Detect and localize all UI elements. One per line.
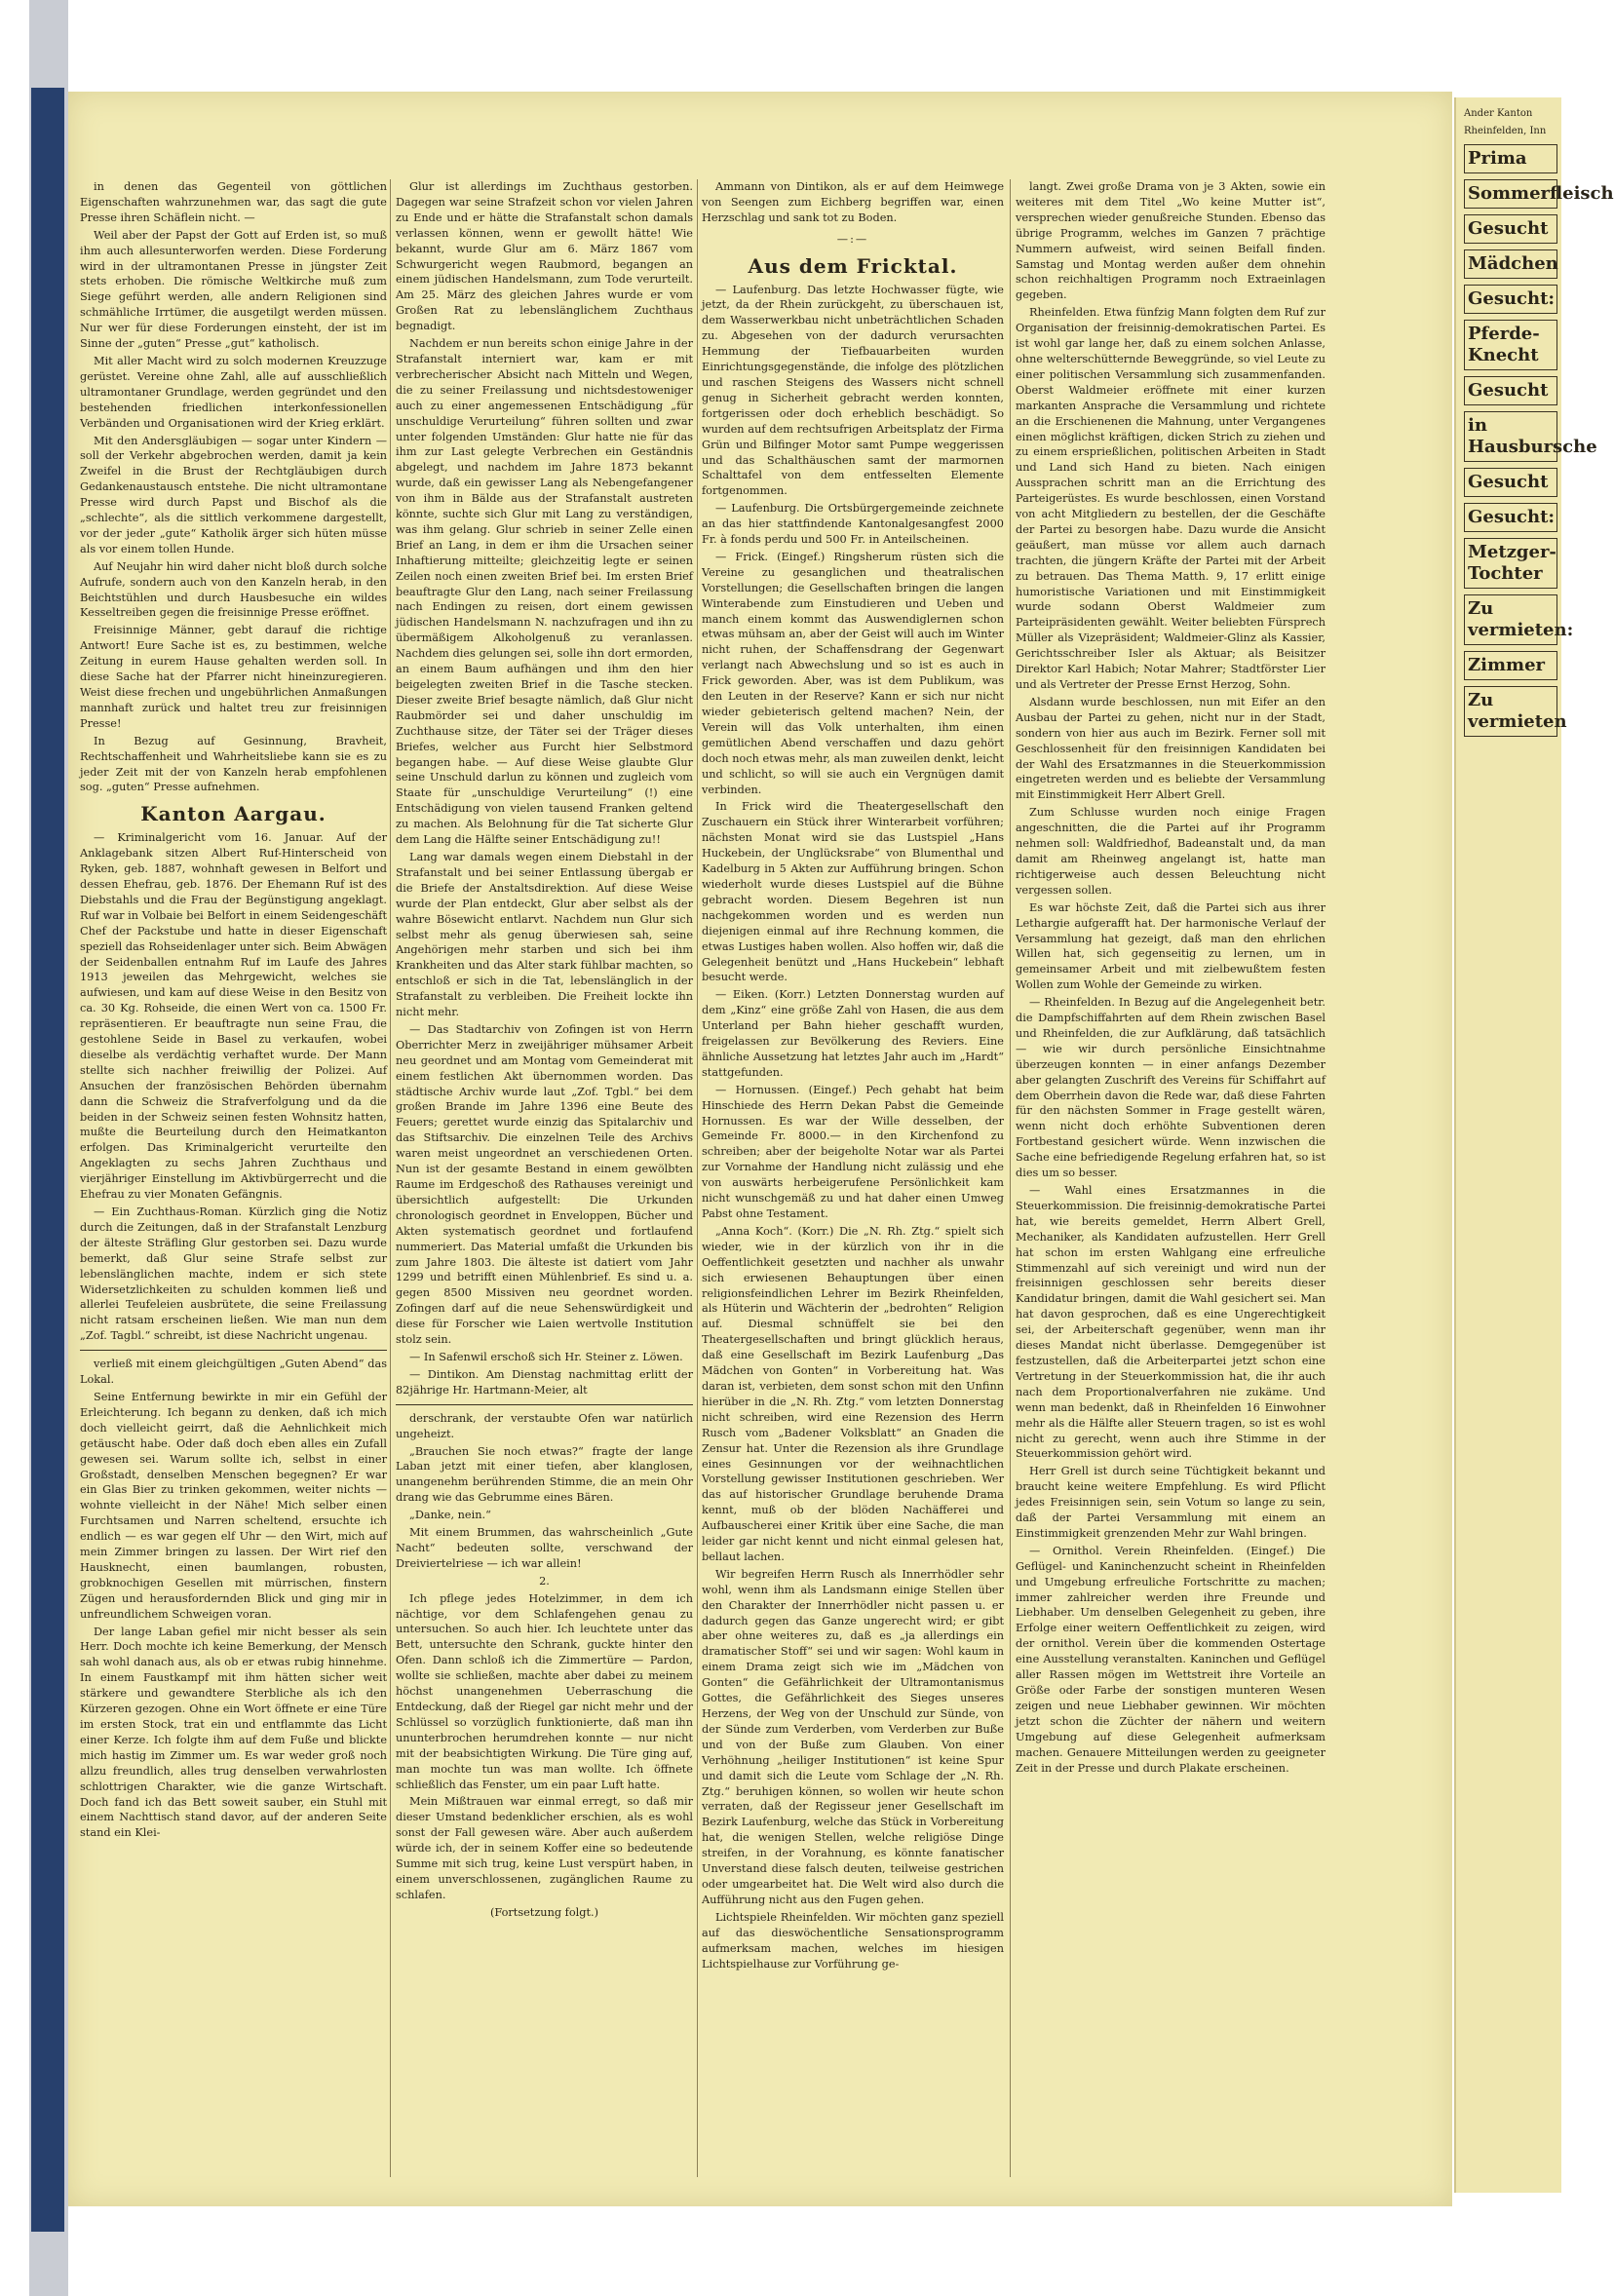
article-paragraph: Auf Neujahr hin wird daher nicht bloß durch solche Aufrufe, sondern auch von den Kanzeln herab, in den Beichtstühlen und durch Hausbesuche ein wildes Kesseltreiben gegen die freisinnige Presse eröffnet. (80, 559, 387, 620)
column-4 (1016, 179, 1326, 2177)
news-item: Glur ist allerdings im Zuchthaus gestorben. Dagegen war seine Strafzeit schon vor vielen Jahren zu Ende und er hätte die Strafanstalt schon damals verlassen können, wenn er gewollt hätte! Wie bekannt, wurde Glur am 6. März 1867 vom Schwurgericht wegen Raubmord, begangen an einem jüdischen Handelsmann, zum Tode verurteilt. Am 25. März des gleichen Jahres wurde er vom Großen Rat zu lebenslänglichem Zuchthaus begnadigt. (396, 180, 693, 333)
news-item: „Anna Koch“. (Korr.) Die „N. Rh. Ztg.“ spielt sich wieder, wie in der kürzlich von ihr in die Oeffentlichkeit gesetzten und nachher als unwahr sich erwiesenen Behauptungen über einen religionsfeindlichen Lehrer im Bezirk Rheinfelden, als Hüterin und Wächterin der „bedrohten“ Religion auf. Diesmal schnüffelt sie bei den Theatergesellschaften und bringt glücklich heraus, daß eine Gesellschaft im Bezirk Laufenburg „Das Mädchen von Gonten“ in Vorbereitung hat. Was daran ist, verbieten, dem sonst schon mit den Unfinn hierüber in die „N. Rh. Ztg.“ vom letzten Donnerstag nicht schreiben, wird eine Rezension des Herrn Rusch vom „Badener Volksblatt“ an Gnaden die Zensur hat. Unter die Rezension als ihre Grundlage eines Gesinnungen vor der weihnachtlichen Vorstellung gewisser Institutionen geschrieben. Wer das auf historischer Grundlage beruhende Drama kennt, muß ob der blöden Nachäfferei und Aufbauscherei einer Kritik über eine Sache, die man leider gar nicht kennt und nicht einmal gelesen hat, bellaut lachen. (702, 1224, 1004, 1563)
ad-column (1464, 107, 1614, 741)
news-item: Lichtspiele Rheinfelden. Wir möchten ganz speziell auf das dieswöchentliche Sensationsprogramm aufmerksam machen, welches im hiesigen Lichtspielhause zur Vorführung ge- (702, 1910, 1004, 1971)
news-item: Zum Schlusse wurden noch einige Fragen angeschnitten, die die Partei auf ihr Programm nehmen soll: Waldfriedhof, Badeanstalt und, da man damit am Rheinweg angelangt ist, hatte man richtigerweise auch dessen Beleuchtung nicht vergessen sollen. (1016, 806, 1326, 897)
ad-text: Metzger-Tochter (1464, 538, 1557, 589)
news-item: Wir begreifen Herrn Rusch als Innerrhödler sehr wohl, wenn ihm als Landsmann einige Stellen über den Charakter der Innerrhödler nicht passen u. er dadurch gegen das Ganze ungerecht wird; er gibt aber ohne weiteres zu, daß es „ja allerdings ein dramatischer Stoff“ sei und wir sagen: Wohl kaum in einem Drama zeigt sich wie im „Mädchen von Gonten“ die Gefährlichkeit der Ultramontanismus Gottes, die Gefährlichkeit des Sieges unseres Herzens, der Weg von der Unschuld zur Sünde, von der Sünde zum Verderben, vom Verderben zur Buße und von der Buße zum Glauben. Von einer Verhöhnung „heiliger Institutionen“ ist keine Spur und damit sich die Leute vom Schlage der „N. Rh. Ztg.“ beruhigen können, so wollen wir heute schon verraten, daß der Regisseur jener Gesellschaft im Bezirk Laufenburg, welche das Stück in Vorbereitung hat, die wenigen Stellen, welche religiöse Dinge streifen, in der Vorahnung, es könnte fanatischer Unverstand diese falsch deuten, teilweise gestrichen oder umgearbeitet hat. Die Welt wird also durch die Aufführung nicht aus den Fugen gehen. (702, 1567, 1004, 1906)
news-item: — Rheinfelden. In Bezug auf die Angelegenheit betr. die Dampfschiffahrten auf dem Rhein zwischen Basel und Rheinfelden, die zur Aufklärung, daß tatsächlich — wie wir durch persönliche Einsichtnahme überzeugen konnten — in einer anfangs Dezember aber gelangten Zuschrift des Vereins für Schiffahrt auf dem Oberrhein davon die Rede war, daß diese Fahrten für den nächsten Sommer in Frage gestellt wären, wenn nicht doch erhöhte Subventionen deren Fortbestand gesichert würde. Wenn inzwischen die Sache eine befriedigende Regelung erfahren hat, so ist dies um so besser. (1016, 996, 1326, 1180)
ad-text: Gesucht (1464, 468, 1557, 497)
ad-text: Gesucht (1464, 376, 1557, 405)
book-binding (29, 0, 68, 2296)
news-item: — Kriminalgericht vom 16. Januar. Auf der Anklagebank sitzen Albert Ruf-Hinterscheid von Ryken, geb. 1887, wohnhaft gewesen in Belfort und dessen Ehefrau, geb. 1876. Der Ehemann Ruf ist des Diebstahls und die Frau der Begünstigung angeklagt. Ruf war in Volbaie bei Belfort in einem Seidengeschäft Chef der Packstube und hatte in dieser Eigenschaft speziell das Rohseidenlager unter sich. Beim Abwägen der Seidenballen entnahm Ruf im Laufe des Jahres 1913 jeweilen das Mehrgewicht, welches sie aufwiesen, und kam auf diese Weise in den Besitz von ca. 30 Kg. Rohseide, die einen Wert von ca. 1500 Fr. repräsentieren. Er beauftragte nun seine Frau, die gestohlene Seide in Basel zu verkaufen, wobei dieselbe als verdächtig verhaftet wurde. Der Mann stellte sich nachher freiwillig der Polizei. Auf Ansuchen der französischen Behörden übernahm dann die Schweiz die Strafverfolgung und da die beiden in der Schweiz seinen festen Wohnsitz hatten, mußte die Beurteilung durch den Heimatkanton erfolgen. Das Kriminalgericht verurteilte den Angeklagten zu sechs Jahren Zuchthaus und vierjähriger Einstellung im Aktivbürgerrecht und die Ehefrau zu vier Monaten Gefängnis. (80, 831, 387, 1202)
news-item: Herr Grell ist durch seine Tüchtigkeit bekannt und braucht keine weitere Empfehlung. Es wird Pflicht jedes Freisinnigen sein, sein Votum so lange zu sein, daß der Partei Versammlung mit einem an Einstimmigkeit grenzenden Mehr zur Wahl bringen. (1016, 1465, 1326, 1540)
adjacent-page (1454, 97, 1614, 2193)
column-rule (390, 179, 391, 2177)
news-item: Ammann von Dintikon, als er auf dem Heimwege von Seengen zum Eichberg begriffen war, einen Herzschlag und sank tot zu Boden. (702, 180, 1004, 224)
feuilleton-paragraph: (Fortsetzung folgt.) (489, 1905, 599, 1919)
news-item: — Laufenburg. Die Ortsbürgergemeinde zeichnete an das hier stattfindende Kantonalgesangfest 2000 Fr. à fonds perdu und 500 Fr. in Anteilscheinen. (702, 502, 1004, 547)
news-item: — Frick. (Eingef.) Ringsherum rüsten sich die Vereine zu gesanglichen und theatralischen Vorstellungen; die Gesellschaften bringen die langen Winterabende zum Einstudieren und Ueben und manch einem kommt das Auswendiglernen schon etwas mühsam an, aber der Geist will auch im Winter nicht ruhen, der Schaffensdrang der Gegenwart verlangt nach Abwechslung und so ist es auch in Frick geworden. Aber, was ist dem Publikum, was den Leuten in der Reserve? Kann er sich nur nicht wieder gebieterisch geltend machen? Nein, der Verein will das Volk unterhalten, ihm einen gemütlichen Abend verschaffen und dazu gehört doch noch etwas mehr, als man zuweilen denkt, leicht und schlicht, so will sie auch ein Vergnügen damit verbinden. (702, 550, 1004, 796)
news-item: Rheinfelden. Etwa fünfzig Mann folgten dem Ruf zur Organisation der freisinnig-demokratischen Partei. Es ist wohl gar lange her, daß zu einem solchen Anlasse, ohne welterschütternde Beweggründe, so viel Leute zu einer politischen Versammlung sich zusammenfanden. Oberst Waldmeier eröffnete mit einer kurzen markanten Ansprache die Versammlung und richtete an die Erschienenen die Mahnung, unter Vergangenes einen möglichst kräftigen, dicken Strich zu ziehen und zu einem ersprießlichen, politischen Arbeiten in Stadt und Land sich Hand zu bieten. Nach einigen Aussprachen schritt man an die Errichtung des Parteigerüstes. Es wurde beschlossen, einen Vorstand von acht Mitgliedern zu bestellen, der die Geschäfte der Partei zu besorgen habe. Dazu wurde die Ansicht geäußert, man müsse vor allem auch darnach trachten, die jüngern Kräfte der Partei mit der Arbeit zu betrauen. Das Thema Matth. 9, 17 erlitt einige humoristische Variationen und mit Einstimmigkeit wurde sodann Oberst Waldmeier zum Parteipräsidenten gewählt. Weiter beliebten Fürsprech Müller als Vizepräsident; Waldmeier-Glinz als Kassier, Gerichtsschreiber Isler als Aktuar; als Beisitzer Direktor Karl Habich; Notar Mahrer; Stadtförster Lier und als Vertreter der Presse Ernst Herzog, Sohn. (1016, 306, 1326, 691)
newspaper-page (68, 92, 1452, 2206)
feuilleton-rule (80, 1350, 387, 1351)
news-item: — Wahl eines Ersatzmannes in die Steuerkommission. Die freisinnig-demokratische Partei hat, wie bereits gemeldet, Herrn Albert Grell, Mechaniker, als Kandidaten aufzustellen. Herr Grell hat schon im ersten Wahlgang eine erfreuliche Stimmenzahl auf sich vereinigt und wird nun der freisinnigen geschlossen sehr bereits dieser Kandidatur bringen, damit die Wahl gesichert sei. Man hat davon gesprochen, daß es eine Ungerechtigkeit sei, der Arbeiterschaft gegenüber, wenn man ihr dieses Mandat nicht überlasse. Demgegenüber ist festzustellen, daß die Arbeiterpartei jetzt schon eine Vertretung in der Steuerkommission hat, die ihr auch nach dem Proportionalverfahren nie zukäme. Und wenn man bedenkt, daß in Rheinfelden 16 Einwohner mehr als die Hälfte aller Steuern tragen, so ist es wohl nicht zu gerecht, wenn auch ihre Stimme in der Steuerkommission gehört wird. (1016, 1184, 1326, 1461)
feuilleton-paragraph: 2. (539, 1574, 550, 1588)
article-paragraph: in denen das Gegenteil von göttlichen Eigenschaften wahrzunehmen war, das sagt die gute Presse ihren Schäflein nicht. — (80, 180, 387, 224)
article-paragraph: Freisinnige Männer, gebt darauf die richtige Antwort! Eure Sache ist es, zu bestimmen, welche Zeitung in eurem Hause gehalten werden soll. In diese Sache hat der Pfarrer nicht hineinzuregieren. Weist diese frechen und ungebührlichen Anmaßungen mannhaft zurück und haltet treu zur freisinnigen Presse! (80, 624, 387, 730)
ad-text: Zu vermieten: (1464, 594, 1557, 645)
feuilleton-paragraph: „Brauchen Sie noch etwas?“ fragte der lange Laban jetzt mit einer tiefen, aber klanglosen, unangenehm berührenden Stimme, die an mein Ohr drang wie das Gebrumme eines Bären. (396, 1444, 693, 1505)
news-item: — Ornithol. Verein Rheinfelden. (Eingef.) Die Geflügel- und Kaninchenzucht scheint in Rheinfelden und Umgebung erfreuliche Fortschritte zu machen; immer zahlreicher werden ihre Freunde und Liebhaber. Um denselben Gelegenheit zu geben, ihre Erfolge einer weitern Oeffentlichkeit zu zeigen, wird der ornithol. Verein über die kommenden Ostertage eine Ausstellung veranstalten. Kaninchen und Geflügel aller Rassen mögen im Wettstreit ihre Vorteile an Größe oder Farbe der sonstigen munteren Wesen zeigen und neue Liebhaber gewinnen. Wir möchten jetzt schon die Züchter der nähern und weitern Umgebung auf diese Gelegenheit aufmerksam machen. Genauere Mitteilungen werden zu geeigneter Zeit in der Presse und durch Plakate erscheinen. (1016, 1544, 1326, 1775)
section-heading-aargau: Kanton Aargau. (140, 802, 327, 826)
column-3 (702, 179, 1004, 2177)
ad-text: Sommerfleisch (1464, 179, 1557, 209)
article-paragraph: Mit den Andersgläubigen — sogar unter Kindern — soll der Verkehr abgebrochen werden, damit ja kein Zweifel in die Brust der Rechtgläubigen durch Gedankenaustausch entstehe. Die nicht ultramontane Presse wird durch Papst und Bischof als die „schlechte“, als die sittlich verkommene dargestellt, vor der jeder „gute“ Katholik ärger sich hüten müsse als vor einem tollen Hunde. (80, 434, 387, 555)
ad-text: Gesucht (1464, 214, 1557, 244)
column-rule (1010, 179, 1011, 2177)
feuilleton-paragraph: Der lange Laban gefiel mir nicht besser als sein Herr. Doch mochte ich keine Bemerkung, der Mensch sah wohl danach aus, als ob er etwas rubig hinnehme. In einem Faustkampf mit ihm hätten sicher weit stärkere und gewandtere Sterbliche als ich den Kürzeren gezogen. Ohne ein Wort öffnete er eine Türe im ersten Stock, trat ein und entflammte das Licht einer Kerze. Ich folgte ihm auf dem Fuße und blickte mich hastig im Zimmer um. Es war weder groß noch allzu freundlich, alles trug denselben verwahrlosten schlottrigen Charakter, wie die ganze Wirtschaft. Doch fand ich das Bett soweit sauber, ein Stuhl mit einem Nachttisch stand davor, auf der anderen Seite stand ein Klei- (80, 1625, 387, 1840)
ad-text: Gesucht: (1464, 503, 1557, 532)
column-2 (396, 179, 693, 2177)
feuilleton-paragraph: Mit einem Brummen, das wahrscheinlich „Gute Nacht“ bedeuten sollte, verschwand der Dreiviertelriese — ich war allein! (396, 1526, 693, 1570)
news-item: — Dintikon. Am Dienstag nachmittag erlitt der 82jährige Hr. Hartmann-Meier, alt (396, 1367, 693, 1397)
feuilleton-paragraph: derschrank, der verstaubte Ofen war natürlich ungeheizt. (396, 1411, 693, 1440)
news-item: Alsdann wurde beschlossen, nun mit Eifer an den Ausbau der Partei zu gehen, nicht nur in der Stadt, sondern von hier aus auch im Bezirk. Ferner soll mit Geschlossenheit für den freisinnigen Kandidaten bei der Wahl des Ersatzmannes in die Steuerkommission eingetreten werden und es beliebte der Versammlung mit Einstimmigkeit Herr Albert Grell. (1016, 695, 1326, 802)
feuilleton-paragraph: verließ mit einem gleichgültigen „Guten Abend“ das Lokal. (80, 1358, 387, 1387)
ad-text: Mädchen (1464, 249, 1557, 279)
news-item: — Das Stadtarchiv von Zofingen ist von Herrn Oberrichter Merz in zweijähriger mühsamer Arbeit neu geordnet und am Montag vom Gemeinderat mit einem festlichen Akt übernommen worden. Das städtische Archiv wurde laut „Zof. Tgbl.“ bei dem großen Brande im Jahre 1396 eine Beute des Feuers; gerettet wurde einzig das Spitalarchiv und das Stiftsarchiv. Die einzelnen Teile des Archivs waren meist ungeordnet an verschiedenen Orten. Nun ist der gesamte Bestand in einem gewölbten Raume im Erdgeschoß des Rathauses vereinigt und übersichtlich aufgestellt: Die Urkunden chronologisch geordnet in Enveloppen, Bücher und Akten systematisch geordnet und fortlaufend nummeriert. Das Material umfaßt die Urkunden bis zum Jahre 1803. Die älteste ist datiert vom Jahr 1299 und betrifft einen Mühlenbrief. Es sind u. a. gegen 8500 Missiven neu geordnet worden. Zofingen darf auf die neue Sehenswürdigkeit und diese für Forscher wie Laien wertvolle Institution stolz sein. (396, 1022, 693, 1347)
article-paragraph: In Bezug auf Gesinnung, Bravheit, Rechtschaffenheit und Wahrheitsliebe kann sie es zu jeder Zeit mit der von Kanzeln herab empfohlenen sog. „guten“ Presse aufnehmen. (80, 734, 387, 794)
article-paragraph: Weil aber der Papst der Gott auf Erden ist, so muß ihm auch allesunterworfen werden. Diese Forderung wird in der ultramontanen Presse in jüngster Zeit stets erhoben. Die römische Weltkirche muß zum Siege geführt werden, alle andern Religionen sind schmähliche Irrtümer, die ausgetilgt werden müssen. Nur wer für diese Forderungen einsteht, der ist im Sinne der „guten“ Presse „gut“ katholisch. (80, 228, 387, 351)
news-item: — Eiken. (Korr.) Letzten Donnerstag wurden auf dem „Kinz“ eine größe Zahl von Hasen, die aus dem Unterland per Bahn hieher geschafft wurden, freigelassen zur Bevölkerung des Reviers. Eine ähnliche Aussetzung hat letztes Jahr auch im „Hardt“ stattgefunden. (702, 988, 1004, 1079)
divider-ornament: —:— (836, 232, 869, 246)
article-paragraph: Mit aller Macht wird zu solch modernen Kreuzzuge gerüstet. Vereine ohne Zahl, alle auf ausschließlich ultramontaner Grundlage, werden gegründet und den bestehenden friedlichen interkonfessionellen Verbänden und Organisationen wird der Krieg erklärt. (80, 354, 387, 430)
news-item: — Ein Zuchthaus-Roman. Kürzlich ging die Notiz durch die Zeitungen, daß in der Strafanstalt Lenzburg der älteste Sträfling Glur gestorben sei. Dazu wurde bemerkt, daß Glur seine Strafe selbst zur lebenslänglichen machte, indem er sich stete Widersetzlichkeiten zu schulden kommen ließ und allerlei Teufeleien ausbrütete, die seine Freilassung nicht ratsam erscheinen ließen. Wie man nun dem „Zof. Tagbl.“ schreibt, ist diese Nachricht ungenau. (80, 1205, 387, 1343)
news-item: langt. Zwei große Drama von je 3 Akten, sowie ein weiteres mit dem Titel „Wo keine Mutter ist“, versprechen wieder genußreiche Stunden. Ebenso das übrige Programm, welches im Ganzen 7 prächtige Nummern aufweist, wird seinen Beifall finden. Samstag und Montag werden außer dem ohnehin schon reichhaltigen Programm noch Extraeinlagen gegeben. (1016, 180, 1326, 302)
binding-cloth (31, 88, 64, 2232)
ad-text: Zu vermieten (1464, 686, 1557, 737)
news-item: — In Safenwil erschoß sich Hr. Steiner z. Löwen. (409, 1350, 683, 1363)
ad-text: Pferde-Knecht (1464, 320, 1557, 370)
news-item: In Frick wird die Theatergesellschaft den Zuschauern ein Stück ihrer Winterarbeit vorführen; nächsten Monat wird sie das Lustspiel „Hans Huckebein, der Unglücksrabe“ von Blumenthal und Kadelburg in 5 Akten zur Aufführung bringen. Schon wiederholt wurde dieses Lustspiel auf die Bühne gebracht worden. Diesem Begehren ist nun nachgekommen worden und es werden nun diejenigen einmal auf ihre Rechnung kommen, die etwas Lustiges haben wollen. Also hoffen wir, daß die Gelegenheit benützt und „Hans Huckebein“ lebhaft besucht werde. (702, 800, 1004, 984)
feuilleton-paragraph: Ich pflege jedes Hotelzimmer, in dem ich nächtige, vor dem Schlafengehen genau zu untersuchen. So auch hier. Ich leuchtete unter das Bett, untersuchte den Schrank, guckte hinter den Ofen. Dann schloß ich die Zimmertüre — Pardon, wollte sie schließen, machte aber dabei zu meinem höchst unangenehmen Ueberraschung die Entdeckung, daß der Riegel gar nicht mehr und der Schlüssel so vorzüglich funktionierte, daß man ihn ununterbrochen herumdrehen konnte — nur nicht mit der beabsichtigten Wirkung. Die Türe ging auf, man mochte tun was man wollte. Ich öffnete schließlich das Fenster, um ein paar Luft hatte. (396, 1591, 693, 1791)
news-item: — Laufenburg. Das letzte Hochwasser fügte, wie jetzt, da der Rhein zurückgeht, zu überschauen ist, dem Wasserwerkbau nicht unbeträchtlichen Schaden zu. Abgesehen von der dadurch verursachten Hemmung der Tiefbauarbeiten wurden Einrichtungsgegenstände, die infolge des plötzlichen und raschen Steigens des Wassers nicht schnell genug in Sicherheit gebracht werden konnten, fortgerissen oder doch erheblich beschädigt. So wurden auf dem rechtsufrigen Arbeitsplatz der Firma Grün und Bilfinger Motor samt Pumpe weggerissen und das Schalthäuschen samt der marmornen Schalttafel von dem entfesselten Elemente fortgenommen. (702, 283, 1004, 498)
ad-text: Gesucht: (1464, 285, 1557, 314)
section-heading-fricktal: Aus dem Fricktal. (748, 253, 958, 278)
news-item: Es war höchste Zeit, daß die Partei sich aus ihrer Lethargie aufgerafft hat. Der harmonische Verlauf der Versammlung hat gezeigt, daß man den ehrlichen Willen hat, sich gegenseitig zu lernen, um in gemeinsamer Arbeit und mit zielbewußtem festen Wollen zum Wohle der Gemeinde zu wirken. (1016, 900, 1326, 992)
ad-text: Prima (1464, 144, 1557, 173)
column-1 (80, 179, 387, 2177)
ad-text: Zimmer (1464, 651, 1557, 680)
feuilleton-rule (396, 1404, 693, 1405)
feuilleton-paragraph: Seine Entfernung bewirkte in mir ein Gefühl der Erleichterung. Ich begann zu denken, daß ich mich doch vielleicht geirrt, daß die Aehnlichkeit mich getäuscht habe. Oder daß doch eben alles ein Zufall gewesen sei. Warum sollte ich, selbst in einer Großstadt, denselben Menschen begegnen? Er war ein Glas Bier zu trinken gekommen, weiter nichts — wohnte vielleicht in der Nähe! Mich selber einen Furchtsamen und Narren scheltend, ersuchte ich endlich — es war gegen elf Uhr — den Wirt, mich auf mein Zimmer bringen zu lassen. Der Wirt rief den Hausknecht, einen baumlangen, robusten, grobknochigen Gesellen mit mürrischen, finstern Zügen und herausfordernden Blick und ging mir in unfreundlichem Schweigen voran. (80, 1390, 387, 1621)
news-item: Lang war damals wegen einem Diebstahl in der Strafanstalt und bei seiner Entlassung übergab er die Briefe der Anstaltsdirektion. Auf diese Weise wurde der Plan entdeckt, Glur aber selbst als der wahre Bösewicht entlarvt. Nachdem nun Glur sich selbst mehr als genug überwiesen sah, seine Angehörigen mehr starben und sich bei ihm Krankheiten und das Alter stark fühlbar machten, so entschloß er sich in die Tat, lebenslänglich in der Strafanstalt zu verbleiben. Die Freiheit lockte ihn nicht mehr. (396, 850, 693, 1019)
news-item: — Hornussen. (Eingef.) Pech gehabt hat beim Hinschiede des Herrn Dekan Pabst die Gemeinde Hornussen. Es war der Wille desselben, der Gemeinde Fr. 8000.— in den Kirchenfond zu schreiben; aber der beigeholte Notar war als Partei zur Vornahme der Handlung nicht zulässig und ehe von auswärts herbeigerufene Persönlichkeit kam nicht wunschgemäß zu und hat daher einen Umweg Pabst ohne Testament. (702, 1083, 1004, 1220)
ad-text: Rheinfelden, Inn (1464, 126, 1547, 136)
column-rule (697, 179, 698, 2177)
news-item: Nachdem er nun bereits schon einige Jahre in der Strafanstalt interniert war, kam er mit verbrecherischer Absicht nach Mitteln und Wegen, die zu seiner Freilassung und nichtsdestoweniger auch zu einer angemessenen Entschädigung „für unschuldige Verurteilung“ führen sollten und zwar unter folgenden Umständen: Glur hatte nie für das ihm zur Last gelegte Verbrechen ein Geständnis abgelegt, und nachdem im Jahre 1873 bekannt wurde, daß ein gewisser Lang als Nebengefangener von ihm in Bälde aus der Strafanstalt austreten könnte, suchte sich Glur mit Lang zu verständigen, was ihm gelang. Glur schrieb in seiner Zelle einen Brief an Lang, in dem er ihm die Ursachen seiner Inhaftierung mitteilte; gleichzeitig legte er seinen Zeilen noch einen zweiten Brief bei. Im ersten Brief beauftragte Glur den Lang, nach seiner Freilassung nach Endingen zu reisen, dort einem gewissen jüdischen Handelsmann N. nachzufragen und ihn zu übermäßigem Alkoholgenuß zu veranlassen. Nachdem dies gelungen sei, solle ihn dort ermorden, an einem Baum aufhängen und ihm den hier beigelegten zweiten Brief in die Tasche stecken. Dieser zweite Brief besagte nämlich, daß Glur nicht Raubmörder sei und daher unschuldig im Zuchthause sitze, der Täter sei der Träger dieses Briefes, welcher aus Furcht hier Selbstmord begangen habe. — Auf diese Weise glaubte Glur seine Unschuld darlun zu können und zugleich vom Staate für „unschuldige Verurteilung“ (!) eine Entschädigung von vielen tausend Franken geltend zu machen. Als Belohnung für die Tat sicherte Glur dem Lang die Hälfte seiner Entschädigung zu!! (396, 337, 693, 847)
ad-text: Ander Kanton (1464, 108, 1533, 119)
feuilleton-paragraph: „Danke, nein.“ (409, 1509, 491, 1522)
ad-text: in Hausbursche (1464, 411, 1557, 462)
feuilleton-paragraph: Mein Mißtrauen war einmal erregt, so daß mir dieser Umstand bedenklicher erschien, als es wohl sonst der Fall gewesen wäre. Aber auch außerdem würde ich, der in seinem Koffer eine so bedeutende Summe mit sich trug, keine Lust verspürt haben, in einem unverschlossenen, zugänglichen Raume zu schlafen. (396, 1795, 693, 1901)
